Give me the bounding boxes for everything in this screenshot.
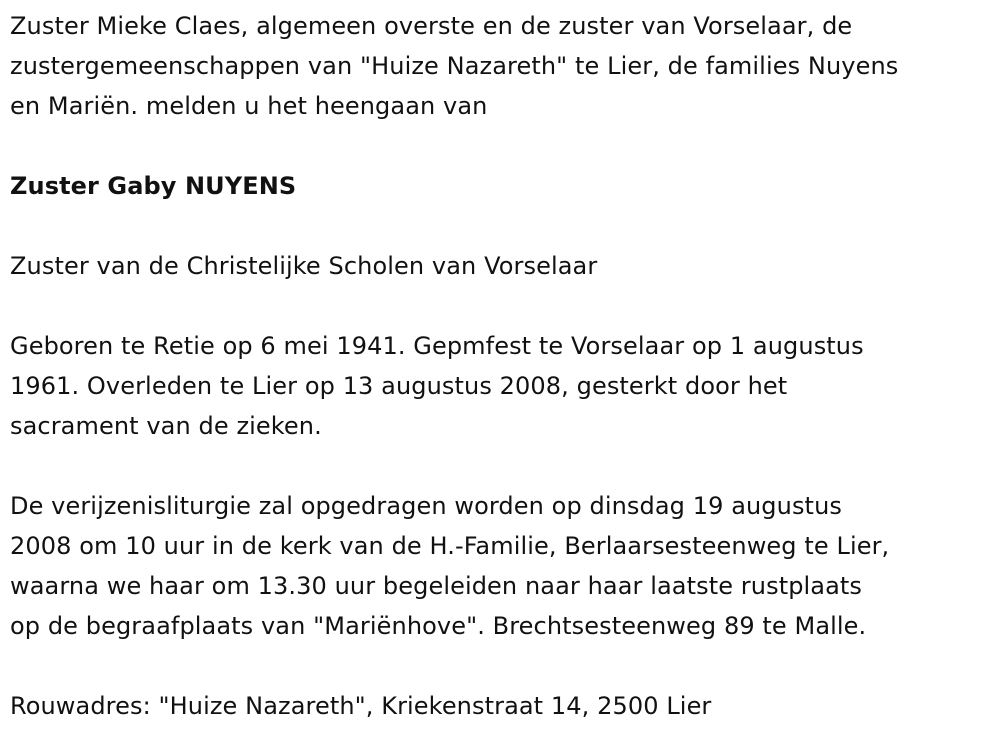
congregation-line: Zuster van de Christelijke Scholen van Vorselaar xyxy=(10,252,598,280)
intro-line: Zuster Mieke Claes, algemeen overste en de zuster van Vorselaar, de xyxy=(10,12,853,40)
funeral-paragraph xyxy=(10,486,1000,646)
intro-line: zustergemeenschappen van "Huize Nazareth" te Lier, de families Nuyens xyxy=(10,52,899,80)
biography-paragraph xyxy=(10,326,1000,446)
biography-line: sacrament van de zieken. xyxy=(10,412,322,440)
biography-line: 1961. Overleden te Lier op 13 augustus 2008, gesterkt door het xyxy=(10,372,788,400)
funeral-line: op de begraafplaats van "Mariënhove". Brechtsesteenweg 89 te Malle. xyxy=(10,612,867,640)
deceased-name: Zuster Gaby NUYENS xyxy=(10,172,297,200)
intro-paragraph xyxy=(10,6,1000,126)
funeral-line: De verijzenisliturgie zal opgedragen worden op dinsdag 19 augustus xyxy=(10,492,842,520)
funeral-line: waarna we haar om 13.30 uur begeleiden naar haar laatste rustplaats xyxy=(10,572,863,600)
biography-line: Geboren te Retie op 6 mei 1941. Gepmfest te Vorselaar op 1 augustus xyxy=(10,332,864,360)
funeral-line: 2008 om 10 uur in de kerk van de H.-Familie, Berlaarsesteenweg te Lier, xyxy=(10,532,890,560)
mourning-address: Rouwadres: "Huize Nazareth", Kriekenstraat 14, 2500 Lier xyxy=(10,692,712,720)
intro-line: en Mariën. melden u het heengaan van xyxy=(10,92,488,120)
